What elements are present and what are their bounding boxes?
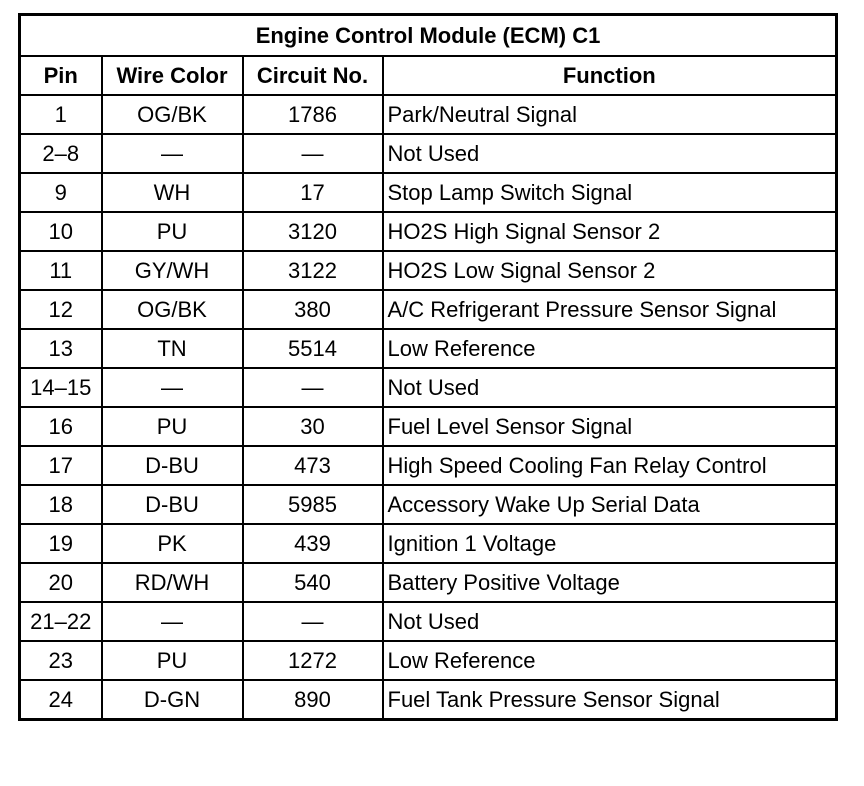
pin-cell: 20: [20, 563, 102, 602]
table-row: [20, 641, 837, 680]
function-cell: Not Used: [383, 134, 837, 173]
wire-color-cell: D-GN: [102, 680, 243, 720]
wire-color-cell: PU: [102, 641, 243, 680]
pin-cell: 13: [20, 329, 102, 368]
circuit-number-cell: 5985: [243, 485, 383, 524]
function-cell: Fuel Level Sensor Signal: [383, 407, 837, 446]
table-row: [20, 524, 837, 563]
table-body: [20, 95, 837, 720]
pin-cell: 16: [20, 407, 102, 446]
wire-color-cell: OG/BK: [102, 290, 243, 329]
table-row: [20, 173, 837, 212]
circuit-number-cell: 1786: [243, 95, 383, 134]
circuit-number-cell: 1272: [243, 641, 383, 680]
wire-color-cell: PK: [102, 524, 243, 563]
function-cell: Park/Neutral Signal: [383, 95, 837, 134]
title-row: [20, 15, 837, 57]
wire-color-cell: —: [102, 134, 243, 173]
table-row: [20, 290, 837, 329]
wire-color-cell: TN: [102, 329, 243, 368]
wire-color-cell: —: [102, 602, 243, 641]
wire-color-cell: OG/BK: [102, 95, 243, 134]
table-title: Engine Control Module (ECM) C1: [20, 15, 837, 57]
table-row: [20, 212, 837, 251]
wire-color-cell: PU: [102, 407, 243, 446]
wire-color-cell: RD/WH: [102, 563, 243, 602]
pin-cell: 12: [20, 290, 102, 329]
table-row: [20, 95, 837, 134]
circuit-number-cell: 30: [243, 407, 383, 446]
pin-cell: 17: [20, 446, 102, 485]
pin-cell: 21–22: [20, 602, 102, 641]
table-row: [20, 329, 837, 368]
circuit-number-cell: —: [243, 368, 383, 407]
table-row: [20, 134, 837, 173]
header-function: Function: [383, 56, 837, 95]
function-cell: HO2S High Signal Sensor 2: [383, 212, 837, 251]
function-cell: HO2S Low Signal Sensor 2: [383, 251, 837, 290]
circuit-number-cell: 473: [243, 446, 383, 485]
wire-color-cell: —: [102, 368, 243, 407]
function-cell: A/C Refrigerant Pressure Sensor Signal: [383, 290, 837, 329]
table-row: [20, 446, 837, 485]
connector-pinout-table: [18, 13, 838, 721]
function-cell: Accessory Wake Up Serial Data: [383, 485, 837, 524]
circuit-number-cell: 380: [243, 290, 383, 329]
wire-color-cell: PU: [102, 212, 243, 251]
circuit-number-cell: 890: [243, 680, 383, 720]
function-cell: Ignition 1 Voltage: [383, 524, 837, 563]
circuit-number-cell: —: [243, 134, 383, 173]
pin-cell: 2–8: [20, 134, 102, 173]
wire-color-cell: D-BU: [102, 446, 243, 485]
function-cell: Low Reference: [383, 329, 837, 368]
circuit-number-cell: 5514: [243, 329, 383, 368]
header-row: [20, 56, 837, 95]
table-row: [20, 251, 837, 290]
wire-color-cell: WH: [102, 173, 243, 212]
wire-color-cell: GY/WH: [102, 251, 243, 290]
table-row: [20, 602, 837, 641]
pin-cell: 11: [20, 251, 102, 290]
header-circuit-no: Circuit No.: [243, 56, 383, 95]
header-wire-color: Wire Color: [102, 56, 243, 95]
pin-cell: 18: [20, 485, 102, 524]
circuit-number-cell: 17: [243, 173, 383, 212]
table-row: [20, 563, 837, 602]
table-row: [20, 680, 837, 720]
pin-cell: 14–15: [20, 368, 102, 407]
table-row: [20, 368, 837, 407]
function-cell: High Speed Cooling Fan Relay Control: [383, 446, 837, 485]
wire-color-cell: D-BU: [102, 485, 243, 524]
function-cell: Battery Positive Voltage: [383, 563, 837, 602]
table-row: [20, 407, 837, 446]
circuit-number-cell: 540: [243, 563, 383, 602]
function-cell: Stop Lamp Switch Signal: [383, 173, 837, 212]
function-cell: Low Reference: [383, 641, 837, 680]
function-cell: Not Used: [383, 368, 837, 407]
pin-cell: 10: [20, 212, 102, 251]
function-cell: Fuel Tank Pressure Sensor Signal: [383, 680, 837, 720]
function-cell: Not Used: [383, 602, 837, 641]
circuit-number-cell: 439: [243, 524, 383, 563]
circuit-number-cell: —: [243, 602, 383, 641]
pin-cell: 1: [20, 95, 102, 134]
circuit-number-cell: 3122: [243, 251, 383, 290]
circuit-number-cell: 3120: [243, 212, 383, 251]
table-row: [20, 485, 837, 524]
pin-cell: 19: [20, 524, 102, 563]
pin-cell: 9: [20, 173, 102, 212]
header-pin: Pin: [20, 56, 102, 95]
pin-cell: 23: [20, 641, 102, 680]
pin-cell: 24: [20, 680, 102, 720]
